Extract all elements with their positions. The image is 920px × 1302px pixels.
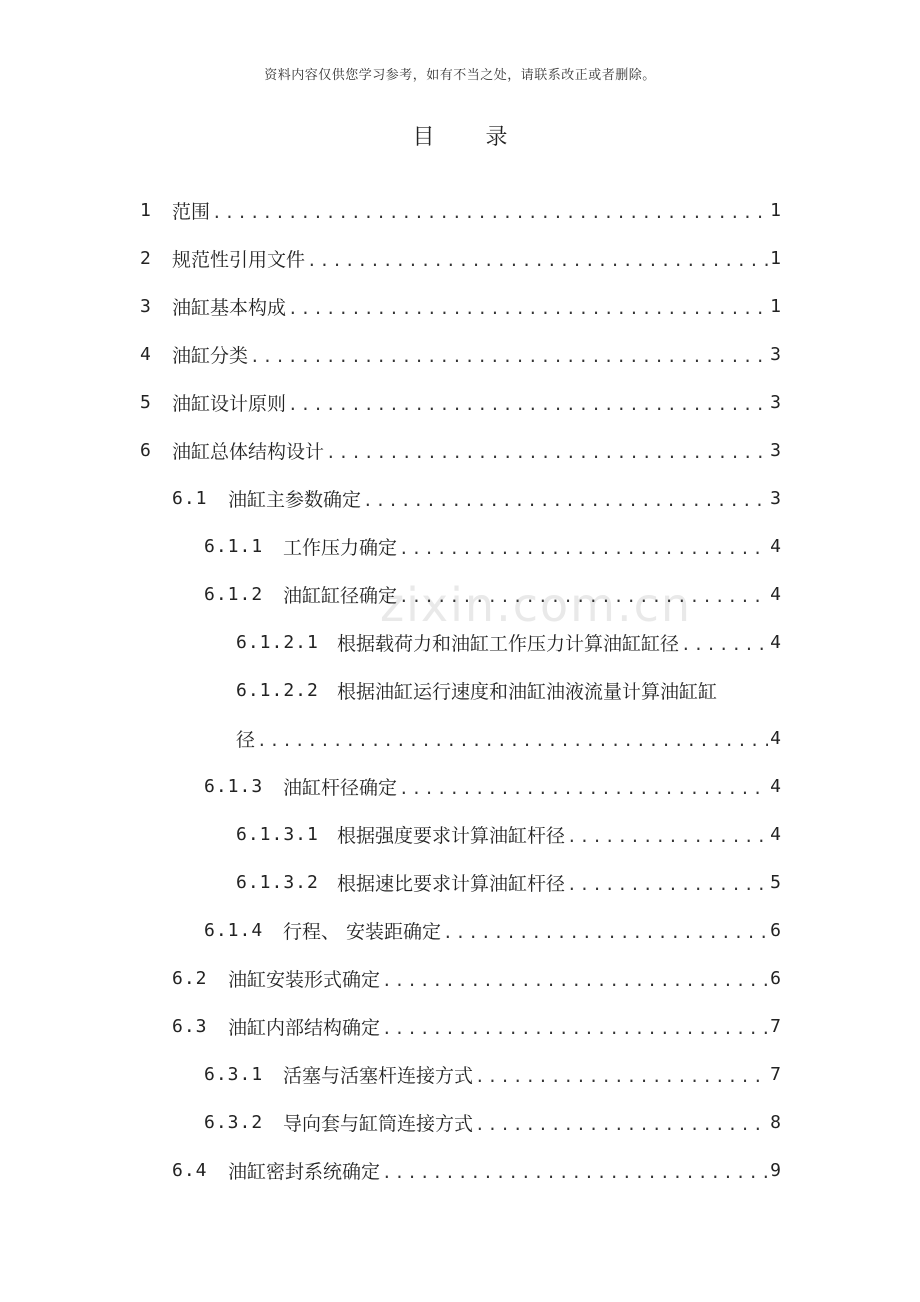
watermark: zixin.com.cn: [380, 578, 693, 632]
toc-entry-page: 4: [770, 823, 781, 845]
toc-entry-title: 油缸杆径确定: [283, 776, 398, 799]
toc-leader-dots: [567, 875, 768, 906]
toc-entry-number: 6.1.2.2: [236, 679, 319, 701]
toc-entry-page: 6: [770, 919, 781, 941]
toc-entry-number: 6.1: [172, 487, 208, 509]
toc-leader-dots: [382, 1163, 768, 1194]
toc-entry-page: 3: [770, 439, 781, 461]
toc-entry-number: 1: [140, 199, 152, 221]
toc-entry[interactable]: [140, 330, 781, 378]
toc-entry[interactable]: [204, 570, 781, 618]
toc-leader-dots: [382, 1019, 768, 1050]
toc-entry-title-continued: 径: [236, 728, 256, 751]
toc-entry-number: 6.1.3.1: [236, 823, 319, 845]
toc-entry-page: 3: [770, 343, 781, 365]
toc-entry-number: 6.3.2: [204, 1111, 264, 1133]
toc-leader-dots: [212, 203, 768, 234]
toc-leader-dots: [326, 443, 768, 474]
toc-entry[interactable]: [204, 1050, 781, 1098]
toc-entry-number: 2: [140, 247, 152, 269]
toc-entry-title: 导向套与缸筒连接方式: [283, 1112, 474, 1135]
toc-leader-dots: [443, 923, 768, 954]
toc-entry-page: 1: [770, 199, 781, 221]
toc-entry-page: 9: [770, 1159, 781, 1181]
toc-entry-page: 4: [770, 631, 781, 653]
toc-entry[interactable]: [204, 522, 781, 570]
toc-entry-title: 根据油缸运行速度和油缸油液流量计算油缸缸: [337, 680, 718, 703]
toc-entry-number: 6.1.4: [204, 919, 264, 941]
toc-leader-dots: [399, 539, 768, 570]
toc-entry-title: 油缸设计原则: [172, 392, 287, 415]
toc-entry-title: 油缸安装形式确定: [228, 968, 381, 991]
toc-entry-title: 油缸分类: [172, 344, 249, 367]
toc-entry[interactable]: [204, 762, 781, 810]
page-header-notice: 资料内容仅供您学习参考，如有不当之处，请联系改正或者删除。: [264, 68, 656, 83]
toc-leader-dots: [288, 395, 768, 426]
toc-leader-dots: [250, 347, 768, 378]
toc-entry-number: 6.2: [172, 967, 208, 989]
toc-entry[interactable]: [140, 378, 781, 426]
toc-entry-title: 油缸密封系统确定: [228, 1160, 381, 1183]
toc-entry-number: 6.3.1: [204, 1063, 264, 1085]
toc-entry-title: 油缸总体结构设计: [172, 440, 325, 463]
toc-entry-title: 工作压力确定: [283, 536, 398, 559]
toc-leader-dots: [307, 251, 768, 282]
toc-entry-page: 4: [770, 775, 781, 797]
toc-entry[interactable]: [236, 810, 781, 858]
toc-entry-number: 6.1.2.1: [236, 631, 319, 653]
toc-entry-title: 规范性引用文件: [172, 248, 306, 271]
toc-entry-number: 4: [140, 343, 152, 365]
toc-entry[interactable]: [204, 1098, 781, 1146]
toc-entry-continuation[interactable]: [236, 714, 781, 762]
toc-entry[interactable]: [236, 666, 785, 714]
toc-entry-page: 5: [770, 871, 781, 893]
toc-entry[interactable]: [140, 186, 781, 234]
toc-leader-dots: [288, 299, 768, 330]
toc-entry-number: 6.1.3: [204, 775, 264, 797]
toc-entry-page: 7: [770, 1015, 781, 1037]
toc-entry-number: 5: [140, 391, 152, 413]
toc-entry-title: 油缸内部结构确定: [228, 1016, 381, 1039]
toc-leader-dots: [681, 635, 768, 666]
toc-entry-page: 4: [770, 535, 781, 557]
toc-entry-title: 范围: [172, 200, 211, 223]
toc-leader-dots: [363, 491, 768, 522]
toc-leader-dots: [257, 731, 768, 762]
toc-leader-dots: [475, 1067, 768, 1098]
toc-entry-title: 油缸基本构成: [172, 296, 287, 319]
toc-entry-page: 1: [770, 295, 781, 317]
toc-entry-number: 6.1.2: [204, 583, 264, 605]
toc-entry-page: 8: [770, 1111, 781, 1133]
toc-entry-title: 根据载荷力和油缸工作压力计算油缸缸径: [337, 632, 680, 655]
toc-entry-page: 4: [770, 727, 781, 749]
toc-entry-page: 1: [770, 247, 781, 269]
toc-entry[interactable]: [172, 1146, 781, 1194]
toc-entry[interactable]: [140, 282, 781, 330]
toc-entry-title: 油缸主参数确定: [228, 488, 362, 511]
toc-entry-title: 根据强度要求计算油缸杆径: [337, 824, 566, 847]
toc-leader-dots: [399, 587, 768, 618]
toc-leader-dots: [382, 971, 768, 1002]
toc-entry[interactable]: [172, 474, 781, 522]
toc-entry[interactable]: [204, 906, 781, 954]
toc-leader-dots: [567, 827, 768, 858]
toc-entry-number: 6.4: [172, 1159, 208, 1181]
toc-entry[interactable]: [172, 954, 781, 1002]
toc-entry-number: 6: [140, 439, 152, 461]
toc-entry-page: 3: [770, 391, 781, 413]
toc-entry-number: 6.1.1: [204, 535, 264, 557]
toc-entry[interactable]: [172, 1002, 781, 1050]
toc-entry-page: 4: [770, 583, 781, 605]
toc-entry-number: 3: [140, 295, 152, 317]
toc-entry-title: 活塞与活塞杆连接方式: [283, 1064, 474, 1087]
toc-entry-title: 根据速比要求计算油缸杆径: [337, 872, 566, 895]
toc-entry-title: 油缸缸径确定: [283, 584, 398, 607]
toc-entry[interactable]: [140, 426, 781, 474]
toc-entry-page: 3: [770, 487, 781, 509]
toc-entry-title: 行程、 安装距确定: [283, 920, 442, 943]
toc-entry[interactable]: [236, 618, 781, 666]
page-title: 目 录: [412, 125, 530, 150]
toc-entry-number: 6.3: [172, 1015, 208, 1037]
toc-entry[interactable]: [140, 234, 781, 282]
toc-entry-number: 6.1.3.2: [236, 871, 319, 893]
toc-entry[interactable]: [236, 858, 781, 906]
toc-leader-dots: [475, 1115, 768, 1146]
toc-entry-page: 7: [770, 1063, 781, 1085]
toc-leader-dots: [399, 779, 768, 810]
toc-entry-page: 6: [770, 967, 781, 989]
